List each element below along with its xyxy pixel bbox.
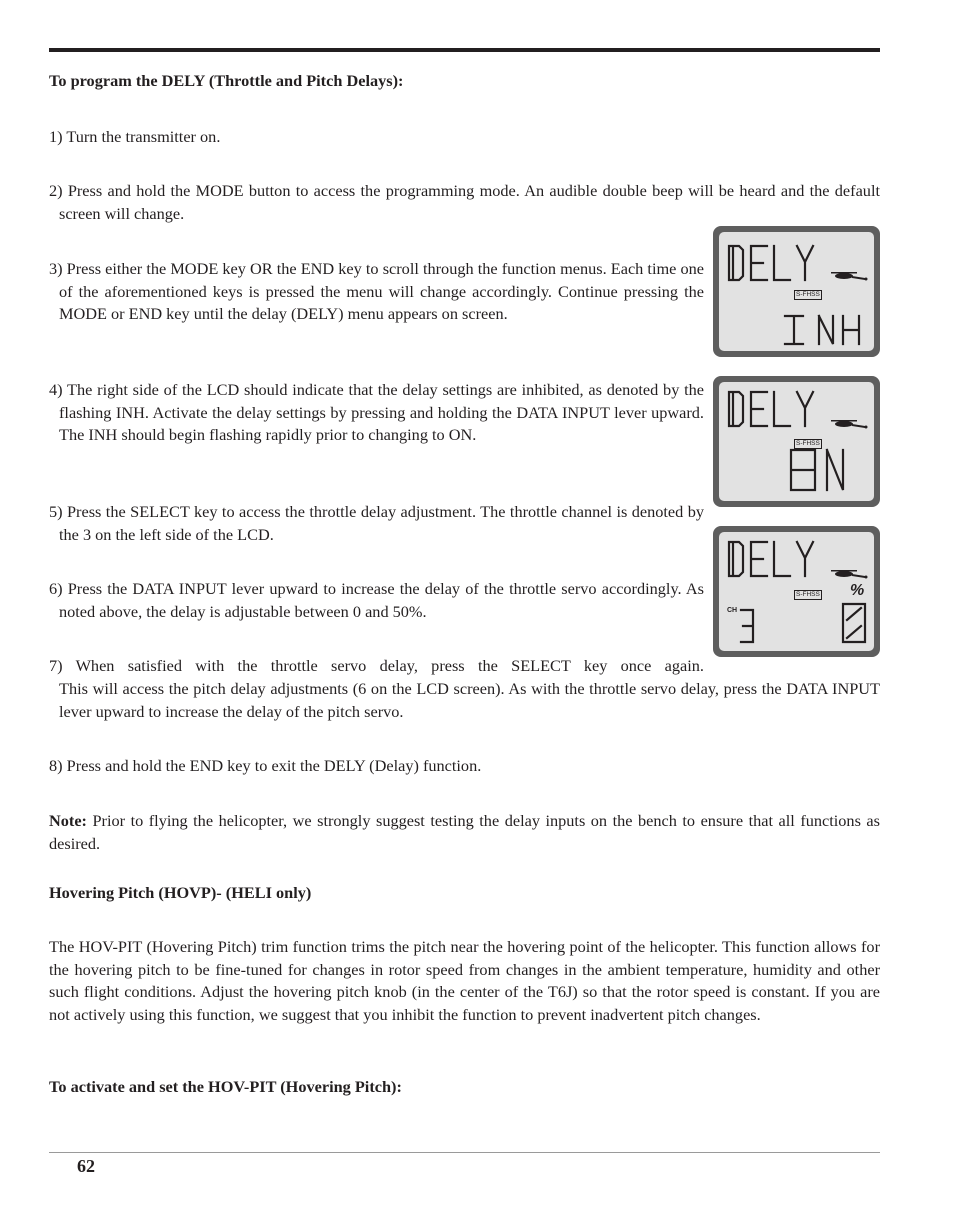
step-4: 4) The right side of the LCD should indicate that the delay settings are inhibited, as denoted by the flashing INH. Activate the delay settings by pressing and holding the DATA INPUT lever upward. The INH should begin flashing rapidly prior to changing to ON.: [49, 380, 704, 444]
step-1: 1) Turn the transmitter on.: [49, 127, 221, 146]
top-rule: [49, 48, 880, 52]
step-7-continued: This will access the pitch delay adjustments (6 on the LCD screen). As with the throttle servo delay, press the DATA INPUT lever upward to increase the delay of the pitch servo.: [59, 679, 880, 721]
lcd-screen-dely-throttle: [713, 526, 880, 657]
channel-label: CH: [727, 607, 738, 614]
note-label: Note:: [49, 811, 87, 830]
step-8: 8) Press and hold the END key to exit the DELY (Delay) function.: [49, 756, 482, 775]
s-fhss-badge: S-FHSS: [796, 591, 820, 598]
s-fhss-badge: S-FHSS: [796, 291, 820, 298]
section-heading-activate: To activate and set the HOV-PIT (Hovering Pitch):: [49, 1077, 402, 1096]
hovp-paragraph: The HOV-PIT (Hovering Pitch) trim function trims the pitch near the hovering point of the helicopter. This function allows for the hovering pitch to be fine-tuned for changes in rotor speed from changes in the ambient temperature, humidity and other such flight conditions. Adjust the hovering pitch knob (in the center of the T6J) so that the rotor speed is constant. If you are not actively using this function, we suggest that you inhibit the function to prevent inadvertent pitch changes.: [49, 937, 880, 1024]
step-6: 6) Press the DATA INPUT lever upward to increase the delay of the throttle servo accordingly. As noted above, the delay is adjustable between 0 and 50%.: [49, 579, 704, 621]
note-paragraph: [49, 810, 880, 855]
step-2: 2) Press and hold the MODE button to access the programming mode. An audible double beep will be heard and the default screen will change.: [49, 181, 880, 223]
section-heading-hovp: Hovering Pitch (HOVP)- (HELI only): [49, 883, 312, 902]
lcd-screen-dely-on: [713, 376, 880, 507]
step-7: 7) When satisfied with the throttle servo delay, press the SELECT key once again.: [49, 656, 704, 675]
bottom-rule: [49, 1152, 880, 1153]
note-text: Prior to flying the helicopter, we strongly suggest testing the delay inputs on the bench to ensure that all functions as desired.: [49, 811, 880, 853]
percent-sign: %: [850, 582, 865, 599]
step-3: 3) Press either the MODE key OR the END key to scroll through the function menus. Each time one of the aforementioned keys is pressed the menu will change accordingly. Continue pressing the MODE or END key until the delay (DELY) menu appears on screen.: [49, 259, 704, 323]
section-heading-dely: To program the DELY (Throttle and Pitch Delays):: [49, 71, 404, 90]
s-fhss-badge: S-FHSS: [796, 440, 820, 447]
step-5: 5) Press the SELECT key to access the throttle delay adjustment. The throttle channel is denoted by the 3 on the left side of the LCD.: [49, 502, 704, 544]
page-number: 62: [77, 1156, 95, 1176]
lcd-screen-dely-inh: [713, 226, 880, 357]
